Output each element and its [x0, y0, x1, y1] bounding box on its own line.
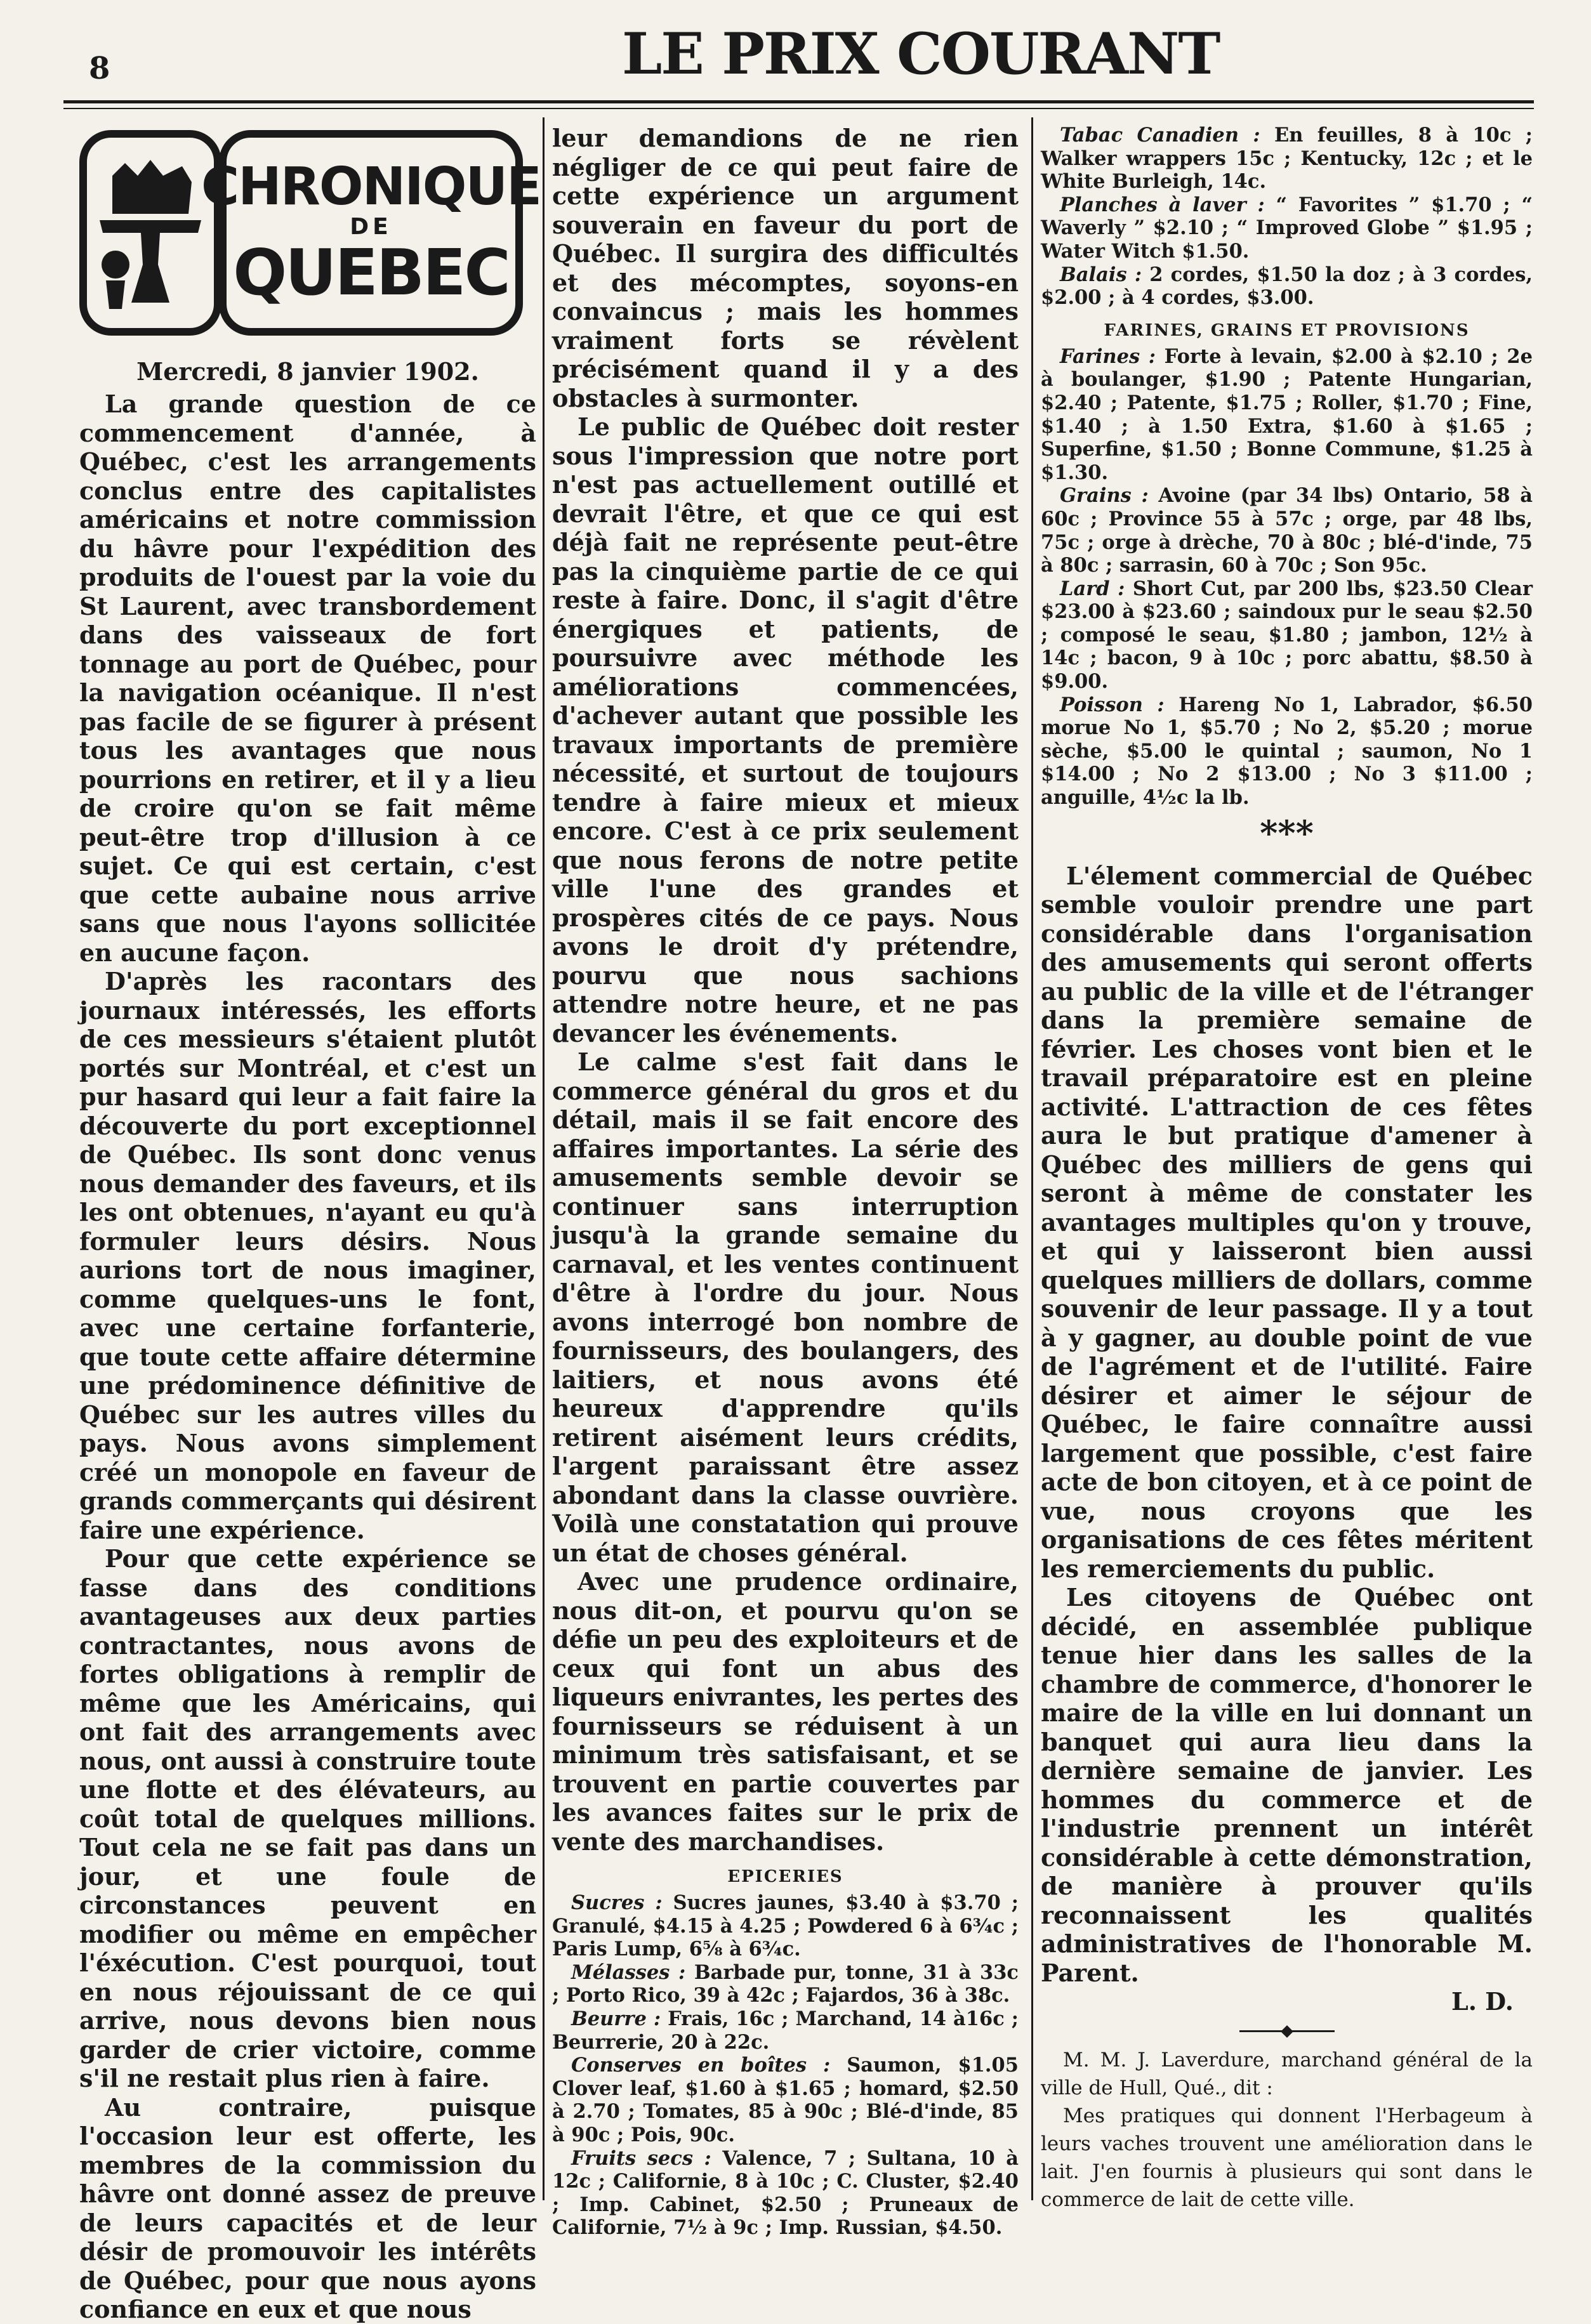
price-entry [552, 2054, 1019, 2146]
price-text: Barbade pur, tonne, 31 à 33c ; Porto Rico, 39 à 42c ; Fajardos, 36 à 38c. [552, 1960, 1019, 2007]
chronique-logo [79, 130, 541, 346]
masthead: LE PRIX COURANT [622, 20, 1220, 88]
section-heading-epiceries: EPICERIES [727, 1867, 843, 1886]
article-date: Mercredi, 8 janvier 1902. [136, 357, 479, 386]
header-rule [63, 100, 1534, 103]
price-entry [552, 1961, 1019, 2007]
price-text: Hareng No 1, Labrador, $6.50 morue No 1, $5.70 ; No 2, $5.20 ; morue sèche, $5.00 le quintal ; saumon, No 1 $14.00 ; No 2 $13.00 ; No 3 $11.00 ; anguille, 4½c la lb. [1041, 693, 1533, 810]
paragraph: Au contraire, puisque l'occasion leur est offerte, les membres de la commission du hâvre ont donné assez de preuve de leurs capacités et de leur désir de promouvoir les intérêts de Québec, pour que nous ayons confiance en eux et que nous [79, 2092, 536, 2323]
citadel-icon [87, 138, 214, 328]
section-heading-farines: FARINES, GRAINS ET PROVISIONS [1104, 320, 1470, 340]
price-text: 2 cordes, $1.50 la doz ; à 3 cordes, $2.00 ; à 4 cordes, $3.00. [1041, 263, 1533, 310]
paragraph: D'après les racontars des journaux intéressés, les efforts de ces messieurs s'étaient plutôt portés sur Montréal, et c'est un pur hasard qui leur a fait faire la découverte du port exceptionnel de Québec. Ils sont donc venus nous demander des faveurs, et ils les ont obtenues, n'ayant eu qu'à formuler leurs désirs. Nous aurions tort de nous imaginer, comme quelques-uns le font, avec une certaine forfanterie, que toute cette affaire détermine une prédominence définitive de Québec sur les autres villes du pays. Nous avons simplement créé un monopole en faveur de grands commerçants qui désirent faire une expérience. [79, 967, 536, 1544]
column-divider [1031, 117, 1033, 2200]
price-entry [1041, 345, 1533, 485]
logo-emblem [79, 130, 221, 336]
price-entry [1041, 577, 1533, 693]
paragraph: Avec une prudence ordinaire, nous dit-on, et pourvu qu'on se défie un peu des exploiteurs et de ceux qui font un abus des liqueurs enivrantes, les pertes des fournisseurs se réduisent à un minimum très satisfaisant, et se trouvent en partie couvertes par les avances faites sur le prix de vente des marchandises. [552, 1567, 1019, 1856]
column-1 [79, 124, 541, 2324]
paragraph: leur demandions de ne rien négliger de ce qui peut faire de cette expérience un argument souverain en faveur du port de Québec. Il surgira des difficultés et des mécomptes, soyons-en convaincus ; mais les hommes vraiment forts se révèlent précisément quand il y a des obstacles à surmonter. [552, 124, 1019, 412]
ornament-divider [1239, 2030, 1335, 2032]
price-text: En feuilles, 8 à 10c ; Walker wrappers 15c ; Kentucky, 12c ; et le White Burleigh, 14c. [1041, 124, 1533, 194]
price-label: Poisson : [1060, 693, 1165, 716]
price-label: Balais : [1060, 263, 1142, 286]
price-label: Lard : [1060, 577, 1125, 600]
price-text: Avoine (par 34 lbs) Ontario, 58 à 60c ; Province 55 à 57c ; orge, par 48 lbs, 75c ; orge à drèche, 70 à 80c ; blé-d'inde, 75 à 80c ; sarrasin, 60 à 70c ; Son 95c. [1041, 484, 1533, 577]
price-label: Sucres : [571, 1891, 663, 1914]
price-text: Frais, 16c ; Marchand, 14 à16c ; Beurrerie, 20 à 22c. [552, 2007, 1019, 2054]
price-text: “ Favorites ” $1.70 ; “ Waverly ” $2.10 ; “ Improved Globe ” $1.95 ; Water Witch $1.50. [1041, 193, 1533, 263]
price-label: Farines : [1060, 345, 1156, 368]
price-text: Short Cut, par 200 lbs, $23.50 Clear $23.00 à $23.60 ; saindoux pur le seau $2.50 ; composé le seau, $1.80 ; jambon, 12½ à 14c ; bacon, 9 à 10c ; porc abattu, $8.50 à $9.00. [1041, 577, 1533, 693]
testimonial-intro: M. M. J. Laverdure, marchand général de la ville de Hull, Qué., dit : [1041, 2048, 1533, 2099]
price-entry [1041, 124, 1533, 194]
paragraph: Pour que cette expérience se fasse dans des conditions avantageuses aux deux parties contractantes, nous avons de fortes obligations à remplir de même que les Américains, qui ont fait des arrangements avec nous, ont aussi à construire toute une flotte et des élévateurs, au coût total de quelques millions. Tout cela ne se fait pas dans un jour, et une foule de circonstances peuvent en modifier ou même en empêcher l'éxécution. C'est pourquoi, tout en nous réjouissant de ce qui arrive, nous devons bien nous garder de crier victoire, comme s'il ne restait plus rien à faire. [79, 1544, 536, 2092]
price-text: Saumon, $1.05 Clover leaf, $1.60 à $1.65 ; homard, $2.50 à 2.70 ; Tomates, 85 à 90c ; Blé-d'inde, 85 à 90c ; Pois, 90c. [552, 2054, 1019, 2146]
price-entry [1041, 263, 1533, 310]
price-label: Fruits secs : [571, 2146, 711, 2170]
paragraph: Le public de Québec doit rester sous l'impression que notre port n'est pas actuellement outillé et devrait l'être, et que ce qui est déjà fait ne représente peut-être pas la cinquième partie de ce qui reste à faire. Donc, il s'agit d'être énergiques et patients, de poursuivre avec méthode les améliorations commencées, d'achever autant que possible les travaux importants de première nécessité, et surtout de toujours tendre à faire mieux et mieux encore. C'est à ce prix seulement que nous ferons de notre petite ville l'une des grandes et prospères cités de ce pays. Nous avons le droit d'y prétendre, pourvu que nous sachions attendre notre heure, et ne pas devancer les événements. [552, 412, 1019, 1047]
price-entry [1041, 693, 1533, 810]
price-entry [1041, 194, 1533, 263]
price-label: Tabac Canadien : [1060, 124, 1260, 147]
price-entry [552, 1891, 1019, 1961]
price-list-misc [1041, 124, 1533, 310]
page-number: 8 [89, 51, 110, 86]
paragraph: L'élement commercial de Québec semble vouloir prendre une part considérable dans l'organisation des amusements qui seront offerts au public de la ville et de l'étranger dans la première semaine de février. Les choses vont bien et le travail préparatoire est en pleine activité. L'attraction de ces fêtes aura le but pratique d'amener à Québec des milliers de gens qui seront à même de constater les avantages multiples qu'on y trouve, et qui y laisseront bien aussi quelques milliers de dollars, comme souvenir de leur passage. Il y a tout à y gagner, au double point de vue de l'agrément et de l'utilité. Faire désirer et aimer le séjour de Québec, le faire connaître aussi largement que possible, c'est faire acte de bon citoyen, et à ce point de vue, nous croyons que les organisations de ces fêtes méritent les remerciements du public. [1041, 861, 1533, 1583]
author-signature: L. D. [1451, 1987, 1514, 2016]
logo-line-2: DE [350, 214, 392, 240]
column-divider [543, 117, 545, 2200]
price-text: Valence, 7 ; Sultana, 10 à 12c ; Californie, 8 à 10c ; C. Cluster, $2.40 ; Imp. Cabinet, $2.50 ; Pruneaux de Californie, 7½ à 9c ; Imp. Russian, $4.50. [552, 2146, 1019, 2240]
section-separator-stars: *** [1260, 812, 1314, 853]
header-rule-thin [63, 108, 1534, 109]
price-label: Grains : [1060, 484, 1149, 508]
price-list-farines [1041, 345, 1533, 810]
column-3 [1041, 124, 1533, 2214]
price-entry [552, 2147, 1019, 2240]
price-label: Conserves en boîtes : [571, 2054, 831, 2077]
price-entry [552, 2007, 1019, 2054]
testimonial-body: Mes pratiques qui donnent l'Herbageum à leurs vaches trouvent une amélioration dans le lait. J'en fournis à plusieurs qui sont dans le commerce de lait de cette ville. [1041, 2104, 1533, 2211]
price-label: Beurre : [571, 2007, 661, 2030]
price-label: Planches à laver : [1060, 193, 1265, 216]
price-text: Forte à levain, $2.00 à $2.10 ; 2e à boulanger, $1.90 ; Patente Hungarian, $2.40 ; Patente, $1.75 ; Roller, $1.70 ; Fine, $1.40 ; à 1.50 Extra, $1.60 à $1.65 ; Superfine, $1.50 ; Bonne Commune, $1.25 à $1.30. [1041, 345, 1533, 484]
paragraph: La grande question de ce commencement d'année, à Québec, c'est les arrangements conclus entre des capitalistes américains et notre commission du hâvre pour l'expédition des produits de l'ouest par la voie du St Laurent, avec transbordement dans des vaisseaux de fort tonnage au port de Québec, pour la navigation océanique. Il n'est pas facile de se figurer à présent tous les avantages que nous pourrions en retirer, et il y a lieu de croire qu'on se fait même peut-être trop d'illusion à ce sujet. Ce qui est certain, c'est que cette aubaine nous arrive sans que nous l'ayons sollicitée en aucune façon. [79, 390, 536, 967]
testimonial [1041, 2046, 1533, 2214]
logo-line-1: CHRONIQUE [201, 157, 541, 217]
column-2 [552, 124, 1019, 2240]
paragraph: Le calme s'est fait dans le commerce général du gros et du détail, mais il se fait encore des affaires importantes. La série des amusements semble devoir se continuer sans interruption jusqu'à la grande semaine du carnaval, et les ventes continuent d'être à l'ordre du jour. Nous avons interrogé bon nombre de fournisseurs, des boulangers, des laitiers, et nous avons été heureux d'apprendre qu'ils retirent aisément leurs crédits, l'argent paraissant être assez abondant dans la classe ouvrière. Voilà une constatation qui prouve un état de choses général. [552, 1047, 1019, 1567]
price-list-epiceries [552, 1891, 1019, 2240]
price-label: Mélasses : [571, 1960, 686, 1984]
paragraph: Les citoyens de Québec ont décidé, en assemblée publique tenue hier dans les salles de la chambre de commerce, d'honorer le maire de la ville en lui donnant un banquet qui aura lieu dans la dernière semaine de janvier. Les hommes du commerce et de l'industrie prennent un intérêt considérable à cette démonstration, de manière à prouver qu'ils reconnaissent les qualités administratives de l'honorable M. Parent. [1041, 1583, 1533, 1987]
logo-line-3: QUEBEC [233, 235, 509, 310]
price-text: Sucres jaunes, $3.40 à $3.70 ; Granulé, $4.15 à 4.25 ; Powdered 6 à 6¾c ; Paris Lump, 6⅝ à 6¾c. [552, 1891, 1019, 1961]
price-entry [1041, 484, 1533, 577]
